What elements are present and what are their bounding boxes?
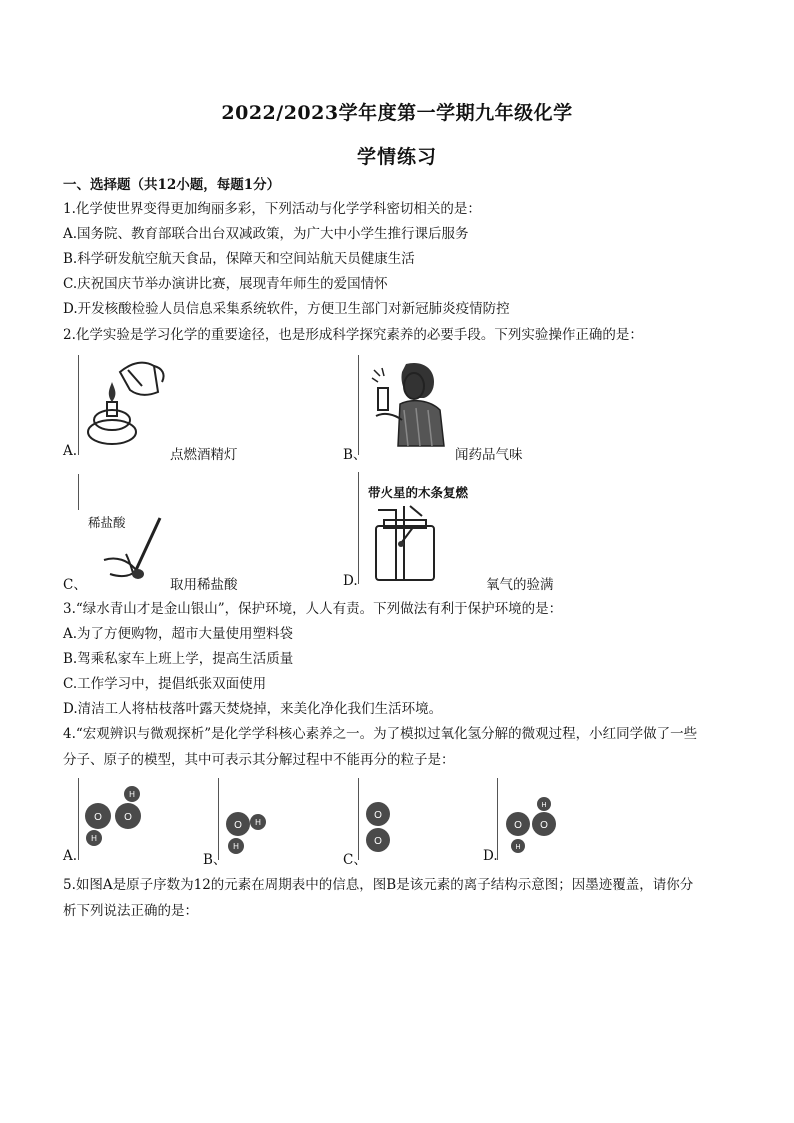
q2-option-c-caption: 取用稀盐酸 [170, 577, 238, 593]
q2-option-b-caption: 闻药品气味 [455, 447, 523, 463]
q4-stem-line2: 分子、原子的模型，其中可表示其分解过程中不能再分的粒子是： [63, 752, 455, 768]
atom-label-o: O [234, 820, 242, 831]
q4-option-a-letter: A. [63, 848, 78, 864]
q2-option-b-letter: B、 [343, 447, 367, 463]
q2-option-a-letter: A. [63, 443, 78, 459]
q2-option-d-image-label: 带火星的木条复燃 [368, 485, 469, 500]
atom-label-o: O [540, 820, 548, 831]
q3-option-d: D.清洁工人将枯枝落叶露天焚烧掉，来美化净化我们生活环境。 [63, 701, 443, 717]
image-border [78, 778, 79, 860]
atom-label-h: H [515, 844, 521, 851]
q1-option-c: C.庆祝国庆节举办演讲比赛，展现青年师生的爱国情怀 [63, 276, 388, 292]
atom-label-o: O [514, 820, 522, 831]
q3-option-c: C.工作学习中，提倡纸张双面使用 [63, 676, 267, 692]
molecule-model-d [500, 794, 570, 858]
q2-option-c-letter: C、 [63, 577, 87, 593]
q2-option-d-letter: D. [343, 573, 358, 589]
image-border [358, 355, 359, 455]
molecule-model-a [82, 780, 152, 850]
atom-label-o: O [124, 812, 132, 823]
section-heading: 一、选择题（共12小题，每题1分） [63, 177, 281, 193]
atom-label-h: H [255, 818, 261, 827]
alcohol-lamp-image [82, 352, 172, 452]
q4-stem-line1: 4.“宏观辨识与微观探析”是化学学科核心素养之一。为了模拟过氧化氢分解的微观过程，小红同学做了一些 [63, 726, 698, 742]
atom-label-h: H [233, 842, 239, 851]
page-title: 2022/2023学年度第一学期九年级化学 [221, 102, 573, 124]
atom-label-o: O [374, 836, 382, 847]
smelling-chemical-image [364, 358, 454, 448]
atom-label-h: H [91, 834, 97, 843]
q1-option-d: D.开发核酸检验人员信息采集系统软件，方便卫生部门对新冠肺炎疫情防控 [63, 301, 510, 317]
q3-option-a: A.为了方便购物，超市大量使用塑料袋 [63, 626, 294, 642]
q4-option-d-letter: D. [483, 848, 498, 864]
q1-stem: 1.化学使世界变得更加绚丽多彩，下列活动与化学学科密切相关的是： [63, 201, 481, 217]
q5-stem-line1: 5.如图A是原子序数为12的元素在周期表中的信息，图B是该元素的离子结构示意图；因墨迹覆盖，请你分 [63, 877, 694, 893]
q4-option-c-letter: C、 [343, 852, 367, 868]
q2-option-a-caption: 点燃酒精灯 [170, 447, 238, 463]
page-subtitle: 学情练习 [356, 146, 437, 168]
q5-stem-line2: 析下列说法正确的是： [63, 903, 198, 919]
dropper-image [96, 514, 176, 584]
q2-option-d-caption: 氧气的验满 [486, 577, 554, 593]
atom-label-h: H [129, 790, 135, 799]
q1-option-b: B.科学研发航空航天食品，保障天和空间站航天员健康生活 [63, 251, 415, 267]
atom-label-o: O [374, 810, 382, 821]
q3-stem: 3.“绿水青山才是金山银山”，保护环境，人人有责。下列做法有利于保护环境的是： [63, 601, 563, 617]
q3-option-b: B.驾乘私家车上班上学，提高生活质量 [63, 651, 294, 667]
q4-option-b-letter: B、 [203, 852, 227, 868]
image-border [78, 355, 79, 455]
image-border [358, 472, 359, 584]
atom-label-o: O [94, 812, 102, 823]
q2-stem: 2.化学实验是学习化学的重要途径，也是形成科学探究素养的必要手段。下列实验操作正确的是： [63, 327, 643, 343]
q1-option-a: A.国务院、教育部联合出台双减政策，为广大中小学生推行课后服务 [63, 226, 469, 242]
molecule-model-b [218, 800, 278, 860]
image-border [78, 474, 79, 510]
q2-option-c-image-label: 稀盐酸 [88, 515, 126, 530]
atom-label-h: H [541, 802, 547, 809]
oxygen-test-image [370, 502, 440, 582]
